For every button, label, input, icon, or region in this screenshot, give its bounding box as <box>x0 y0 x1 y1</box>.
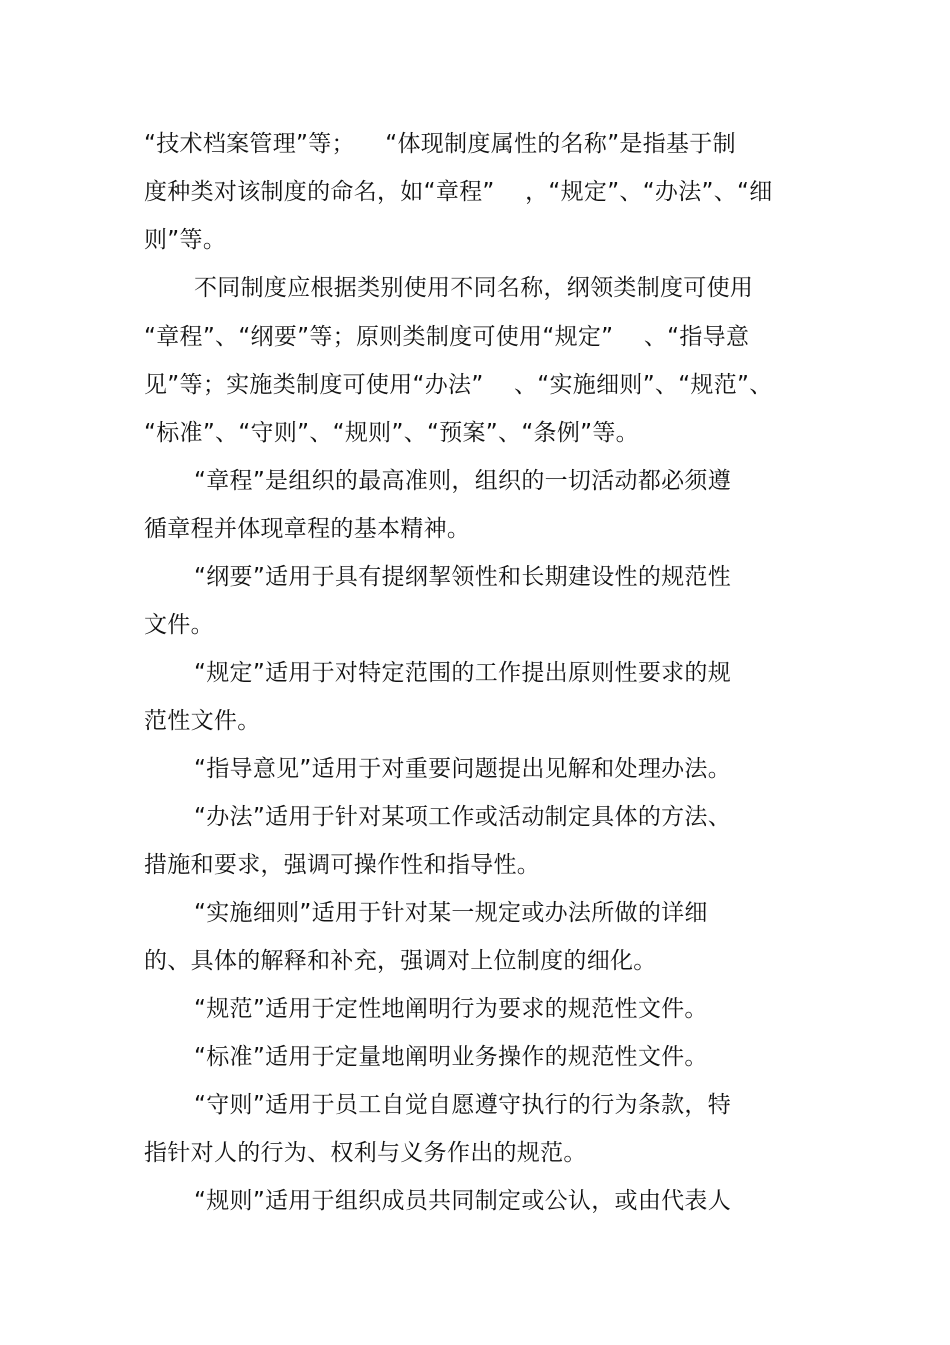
text-line: 则”等。 <box>144 227 227 253</box>
paragraph-first-line: “章程”是组织的最高准则，组织的一切活动都必须遵 <box>194 468 732 494</box>
paragraph-first-line: “指导意见”适用于对重要问题提出见解和处理办法。 <box>194 756 732 782</box>
text-line: 的、具体的解释和补充，强调对上位制度的细化。 <box>144 948 657 974</box>
text-line: 见”等；实施类制度可使用“办法” 、“实施细则”、“规范”、 <box>144 372 773 398</box>
text-line: 度种类对该制度的命名，如“章程” ，“规定”、“办法”、“细 <box>144 179 773 205</box>
paragraph-first-line: “规范”适用于定性地阐明行为要求的规范性文件。 <box>194 996 708 1022</box>
text-line: 措施和要求，强调可操作性和指导性。 <box>144 852 541 878</box>
paragraph-first-line: “规定”适用于对特定范围的工作提出原则性要求的规 <box>194 660 732 686</box>
text-line: 文件。 <box>144 612 214 638</box>
text-line: 范性文件。 <box>144 708 261 734</box>
paragraph-first-line: “标准”适用于定量地阐明业务操作的规范性文件。 <box>194 1044 708 1070</box>
text-line: “技术档案管理”等； “体现制度属性的名称”是指基于制 <box>144 131 736 157</box>
paragraph-first-line: 不同制度应根据类别使用不同名称，纲领类制度可使用 <box>194 275 754 301</box>
paragraph-first-line: “实施细则”适用于针对某一规定或办法所做的详细 <box>194 900 708 926</box>
paragraph-first-line: “规则”适用于组织成员共同制定或公认，或由代表人 <box>194 1188 732 1214</box>
text-line: “章程”、“纲要”等；原则类制度可使用“规定” 、“指导意 <box>144 324 750 350</box>
text-line: 指针对人的行为、权利与义务作出的规范。 <box>144 1140 587 1166</box>
paragraph-first-line: “办法”适用于针对某项工作或活动制定具体的方法、 <box>194 804 732 830</box>
paragraph-first-line: “纲要”适用于具有提纲挈领性和长期建设性的规范性 <box>194 564 732 590</box>
paragraph-first-line: “守则”适用于员工自觉自愿遵守执行的行为条款，特 <box>194 1092 732 1118</box>
text-line: 循章程并体现章程的基本精神。 <box>144 516 471 542</box>
text-line: “标准”、“守则”、“规则”、“预案”、“条例”等。 <box>144 420 639 446</box>
